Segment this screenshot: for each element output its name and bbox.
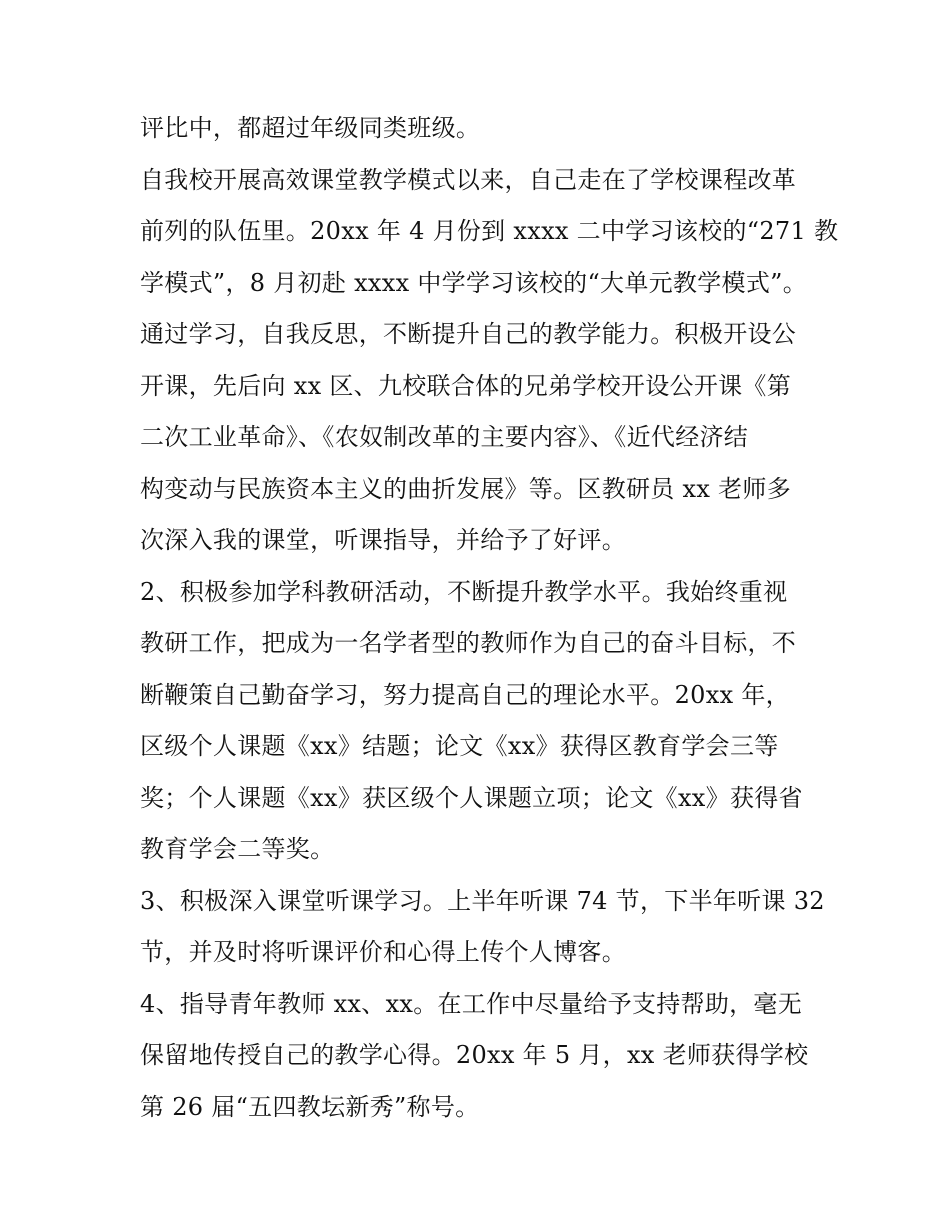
- text-line: 开课，先后向 xx 区、九校联合体的兄弟学校开设公开课《第: [140, 372, 792, 400]
- text-line: 评比中，都超过年级同类班级。: [140, 114, 481, 142]
- text-line: 2、积极参加学科教研活动，不断提升教学水平。我始终重视: [140, 578, 788, 606]
- text-line: 构变动与民族资本主义的曲折发展》等。区教研员 xx 老师多: [140, 475, 792, 503]
- text-line: 次深入我的课堂，听课指导，并给予了好评。: [140, 526, 626, 554]
- text-line: 二次工业革命》、《农奴制改革的主要内容》、《近代经济结: [140, 423, 749, 451]
- text-line: 奖；个人课题《xx》获区级个人课题立项；论文《xx》获得省: [140, 784, 803, 812]
- text-line: 教育学会二等奖。: [140, 835, 335, 863]
- text-line: 第 26 届“五四教坛新秀”称号。: [140, 1093, 480, 1121]
- text-line: 断鞭策自己勤奋学习，努力提高自己的理论水平。20xx 年，: [140, 681, 790, 709]
- text-line: 通过学习，自我反思，不断提升自己的教学能力。积极开设公: [140, 320, 797, 348]
- text-line: 节，并及时将听课评价和心得上传个人博客。: [140, 938, 626, 966]
- text-line: 教研工作，把成为一名学者型的教师作为自己的奋斗目标，不: [140, 629, 797, 657]
- text-line: 3、积极深入课堂听课学习。上半年听课 74 节，下半年听课 32: [140, 887, 825, 915]
- text-line: 保留地传授自己的教学心得。20xx 年 5 月，xx 老师获得学校: [140, 1041, 809, 1069]
- text-line: 学模式”，8 月初赴 xxxx 中学学习该校的“大单元教学模式”。: [140, 269, 808, 297]
- text-line: 自我校开展高效课堂教学模式以来，自己走在了学校课程改革: [140, 166, 797, 194]
- text-line: 区级个人课题《xx》结题；论文《xx》获得区教育学会三等: [140, 732, 779, 760]
- text-line: 前列的队伍里。20xx 年 4 月份到 xxxx 二中学习该校的“271 教: [140, 217, 839, 245]
- text-line: 4、指导青年教师 xx、xx。在工作中尽量给予支持帮助，毫无: [140, 990, 803, 1018]
